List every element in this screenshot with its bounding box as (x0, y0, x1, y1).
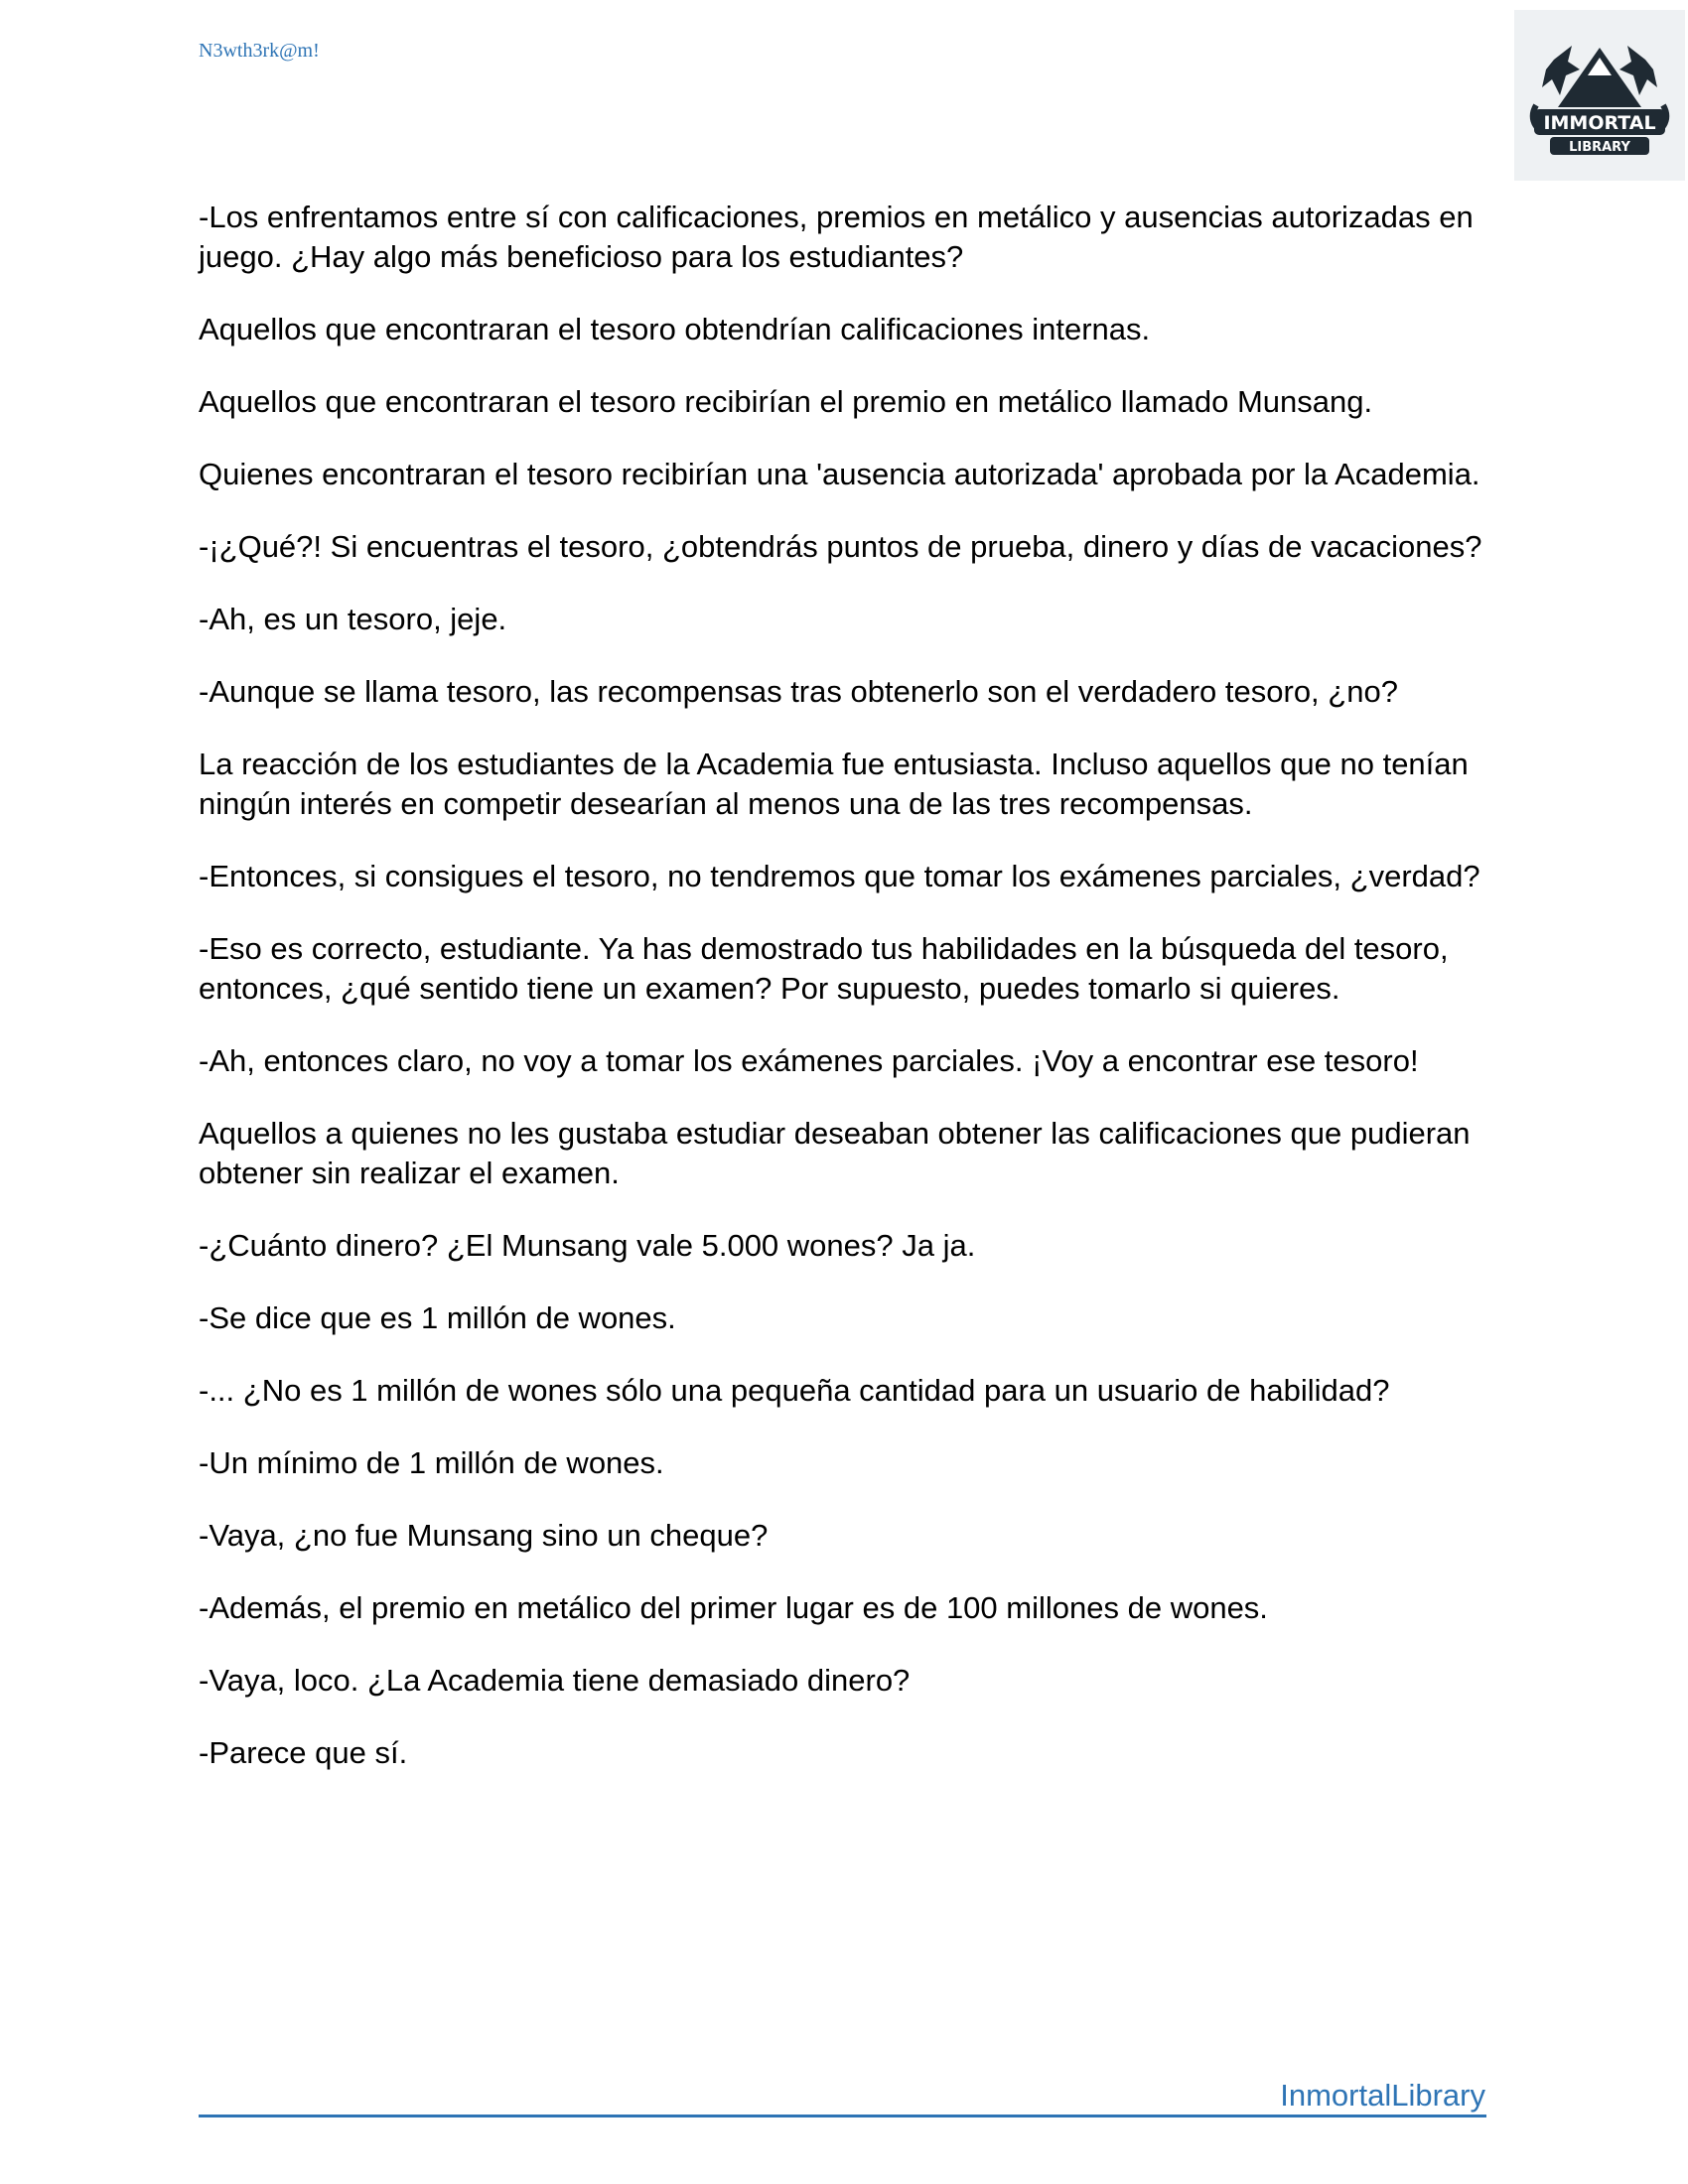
paragraph: -Vaya, loco. ¿La Academia tiene demasiado dinero? (199, 1663, 911, 1698)
footer-link[interactable]: InmortalLibrary (1280, 2078, 1485, 2113)
paragraph: Aquellos que encontraran el tesoro recibirían el premio en metálico llamado Munsang. (199, 384, 1373, 419)
paragraph: -¿Cuánto dinero? ¿El Munsang vale 5.000 wones? Ja ja. (199, 1228, 976, 1263)
document-body (199, 198, 1509, 1806)
paragraph: Aquellos a quienes no les gustaba estudiar deseaban obtener las calificaciones que pudieran obtener sin realizar el examen. (199, 1116, 1471, 1190)
footer-divider (199, 2115, 1486, 2117)
paragraph: -¡¿Qué?! Si encuentras el tesoro, ¿obtendrás puntos de prueba, dinero y días de vacaciones? (199, 529, 1482, 564)
paragraph: -Entonces, si consigues el tesoro, no tendremos que tomar los exámenes parciales, ¿verdad? (199, 859, 1480, 893)
paragraph: -Ah, es un tesoro, jeje. (199, 602, 507, 636)
paragraph: Quienes encontraran el tesoro recibirían una 'ausencia autorizada' aprobada por la Academia. (199, 457, 1480, 491)
paragraph: Aquellos que encontraran el tesoro obtendrían calificaciones internas. (199, 312, 1151, 346)
paragraph: -Un mínimo de 1 millón de wones. (199, 1445, 664, 1480)
logo-text-line1: IMMORTAL (1543, 112, 1656, 134)
header-tag: N3wth3rk@m! (199, 40, 320, 62)
paragraph: -Además, el premio en metálico del primer lugar es de 100 millones de wones. (199, 1590, 1268, 1625)
paragraph: -Los enfrentamos entre sí con calificaciones, premios en metálico y ausencias autorizadas en juego. ¿Hay algo más beneficioso para los estudiantes? (199, 200, 1474, 274)
paragraph: -Se dice que es 1 millón de wones. (199, 1300, 676, 1335)
paragraph: -Eso es correcto, estudiante. Ya has demostrado tus habilidades en la búsqueda del tesoro, entonces, ¿qué sentido tiene un examen? Por supuesto, puedes tomarlo si quieres. (199, 931, 1449, 1006)
paragraph: -Parece que sí. (199, 1735, 408, 1770)
paragraph: -Ah, entonces claro, no voy a tomar los exámenes parciales. ¡Voy a encontrar ese tesoro! (199, 1043, 1419, 1078)
paragraph: -Aunque se llama tesoro, las recompensas tras obtenerlo son el verdadero tesoro, ¿no? (199, 674, 1398, 709)
immortal-library-logo (1514, 10, 1685, 181)
paragraph: -Vaya, ¿no fue Munsang sino un cheque? (199, 1518, 769, 1553)
paragraph: La reacción de los estudiantes de la Academia fue entusiasta. Incluso aquellos que no tenían ningún interés en competir desearían al menos una de las tres recompensas. (199, 747, 1469, 821)
logo-text-line2: LIBRARY (1569, 140, 1630, 155)
paragraph: -... ¿No es 1 millón de wones sólo una pequeña cantidad para un usuario de habilidad? (199, 1373, 1390, 1408)
